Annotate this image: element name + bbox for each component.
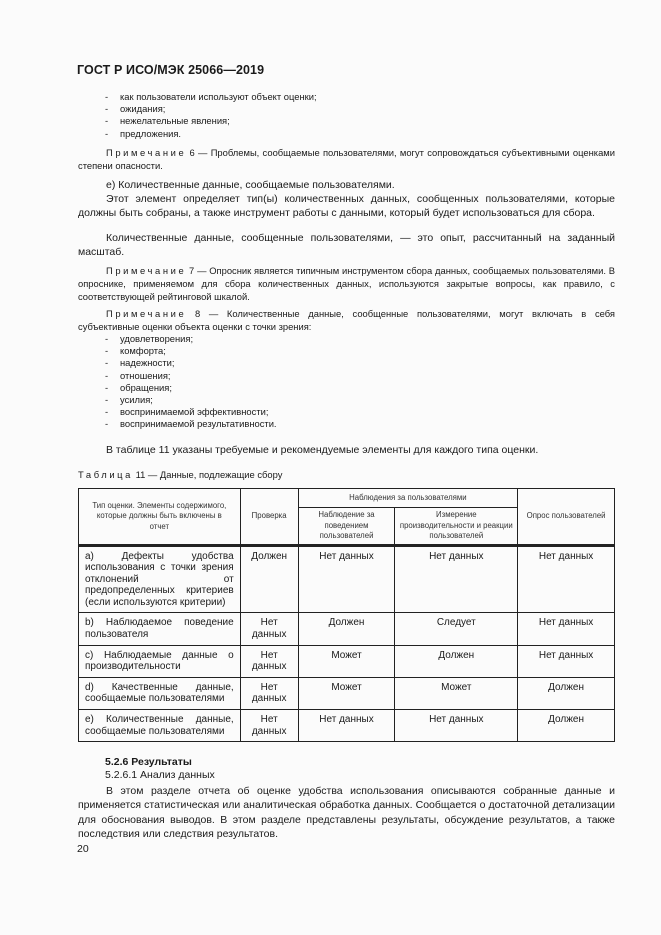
cell-observation-behaviour: Нет данных <box>298 546 395 613</box>
table-caption <box>78 469 282 480</box>
note-6 <box>78 146 615 172</box>
list-item-text: отношения; <box>120 369 171 381</box>
list-item: - отношения; <box>105 369 171 381</box>
row-label: d) Качественные данные, сообщаемые пользователями <box>79 677 241 709</box>
list-item-text: воспринимаемой результативности. <box>120 418 277 430</box>
list-item: - усилия; <box>105 394 153 406</box>
cell-check: Нет данных <box>240 710 298 742</box>
cell-survey: Должен <box>518 677 615 709</box>
list-top <box>105 91 317 140</box>
header-observation-performance: Измерение производительности и реакции пользователей <box>395 508 518 545</box>
list-item-text: комфорта; <box>120 345 166 357</box>
cell-observation-performance: Нет данных <box>395 710 518 742</box>
cell-observation-behaviour: Может <box>298 645 395 677</box>
list-item-text: обращения; <box>120 381 172 393</box>
note-text: 6 — Проблемы, сообщаемые пользователями, могут сопровождаться субъективными оценками степени опасности. <box>78 147 615 171</box>
list-item-text: усилия; <box>120 394 153 406</box>
list-item: - надежности; <box>105 357 175 369</box>
header-observation-group: Наблюдения за пользователями <box>298 489 518 508</box>
note-7 <box>78 264 615 303</box>
data-table <box>78 488 615 742</box>
cell-survey: Должен <box>518 710 615 742</box>
cell-check: Нет данных <box>240 645 298 677</box>
paragraph-table-intro: В таблице 11 указаны требуемые и рекомендуемые элементы для каждого типа оценки. <box>106 444 539 456</box>
list-item-text: надежности; <box>120 357 175 369</box>
cell-observation-performance: Должен <box>395 645 518 677</box>
row-label: b) Наблюдаемое поведение пользователя <box>79 613 241 645</box>
list-item-text: как пользователи используют объект оценки; <box>120 91 317 102</box>
cell-observation-behaviour: Должен <box>298 613 395 645</box>
header-survey: Опрос пользователей <box>518 489 615 545</box>
section-526-title: 5.2.6 Результаты <box>105 756 192 768</box>
cell-observation-behaviour: Может <box>298 677 395 709</box>
header-observation-behaviour: Наблюдение за поведением пользователей <box>298 508 395 545</box>
cell-survey: Нет данных <box>518 645 615 677</box>
paragraph-element: Этот элемент определяет тип(ы) количественных данных, сообщенных пользователями, которые должны быть собраны, а также инструмент работы с данными, который будет использоваться для сбора. <box>78 193 615 220</box>
list-item: - обращения; <box>105 381 172 393</box>
list-item: - удовлетворения; <box>105 333 194 344</box>
list-item: - воспринимаемой результативности. <box>105 418 277 430</box>
list-item: - нежелательные явления; <box>105 115 230 127</box>
note-8 <box>78 307 615 333</box>
document-header: ГОСТ Р ИСО/МЭК 25066—2019 <box>77 63 265 77</box>
list-item: - воспринимаемой эффективности; <box>105 406 269 418</box>
cell-survey: Нет данных <box>518 546 615 613</box>
row-label: c) Наблюдаемые данные о производительности <box>79 645 241 677</box>
cell-check: Нет данных <box>240 677 298 709</box>
table-row <box>79 546 615 613</box>
cell-check: Нет данных <box>240 613 298 645</box>
paragraph-quantitative: Количественные данные, сообщенные пользователями, — это опыт, рассчитанный на заданный масштаб. <box>78 232 615 259</box>
table-caption-text: 11 — Данные, подлежащие сбору <box>132 469 283 480</box>
list-item-text: воспринимаемой эффективности; <box>120 406 269 418</box>
list-item: - как пользователи используют объект оценки; <box>105 91 317 102</box>
cell-observation-performance: Может <box>395 677 518 709</box>
note-label: Примечание <box>106 265 187 276</box>
list-note-8 <box>105 333 277 431</box>
list-item-text: нежелательные явления; <box>120 115 230 127</box>
header-type: Тип оценки. Элементы содержимого, которые должны быть включены в отчет <box>79 489 241 545</box>
row-label: e) Количественные данные, сообщаемые пользователями <box>79 710 241 742</box>
note-text: 8 — Количественные данные, сообщенные пользователями, могут включать в себя субъективные оценки объекта оценки с точки зрения: <box>78 308 615 332</box>
table-caption-label: Таблица <box>78 469 133 480</box>
paragraph-results: В этом разделе отчета об оценке удобства использования описываются собранные данные и применяется статистическая или аналитическая обработка данных. Сообщается о достаточной детализации для обоснования выводов. В этом разделе представлены результаты, обсуждение результатов, а также последствия или следствия результатов. <box>78 785 615 841</box>
cell-observation-performance: Следует <box>395 613 518 645</box>
cell-observation-behaviour: Нет данных <box>298 710 395 742</box>
table-row <box>79 677 615 709</box>
section-5261-title: 5.2.6.1 Анализ данных <box>105 769 215 781</box>
row-label: a) Дефекты удобства использования с точки зрения отклонений от предопределенных критериев (если используются критерии) <box>79 546 241 613</box>
list-item: - предложения. <box>105 127 182 139</box>
header-check: Проверка <box>240 489 298 545</box>
list-item-text: предложения. <box>120 127 182 139</box>
list-item: - комфорта; <box>105 345 166 357</box>
table-row <box>79 613 615 645</box>
cell-check: Должен <box>240 546 298 613</box>
list-item: - ожидания; <box>105 103 166 115</box>
table-row <box>79 645 615 677</box>
cell-survey: Нет данных <box>518 613 615 645</box>
note-text: 7 — Опросник является типичным инструментом сбора данных, сообщаемых пользователями. В опроснике, применяемом для сбора количественных данных, используются закрытые вопросы, как правило, с соответствующей рейтинговой шкалой. <box>78 265 615 302</box>
list-item-text: ожидания; <box>120 103 166 115</box>
list-item-text: удовлетворения; <box>120 333 194 344</box>
table-row <box>79 710 615 742</box>
note-label: Примечание <box>106 308 187 319</box>
section-heading <box>105 756 215 782</box>
page-number: 20 <box>77 843 89 855</box>
paragraph-e: e) Количественные данные, сообщаемые пользователями. <box>106 179 395 191</box>
note-label: Примечание <box>106 147 187 158</box>
cell-observation-performance: Нет данных <box>395 546 518 613</box>
